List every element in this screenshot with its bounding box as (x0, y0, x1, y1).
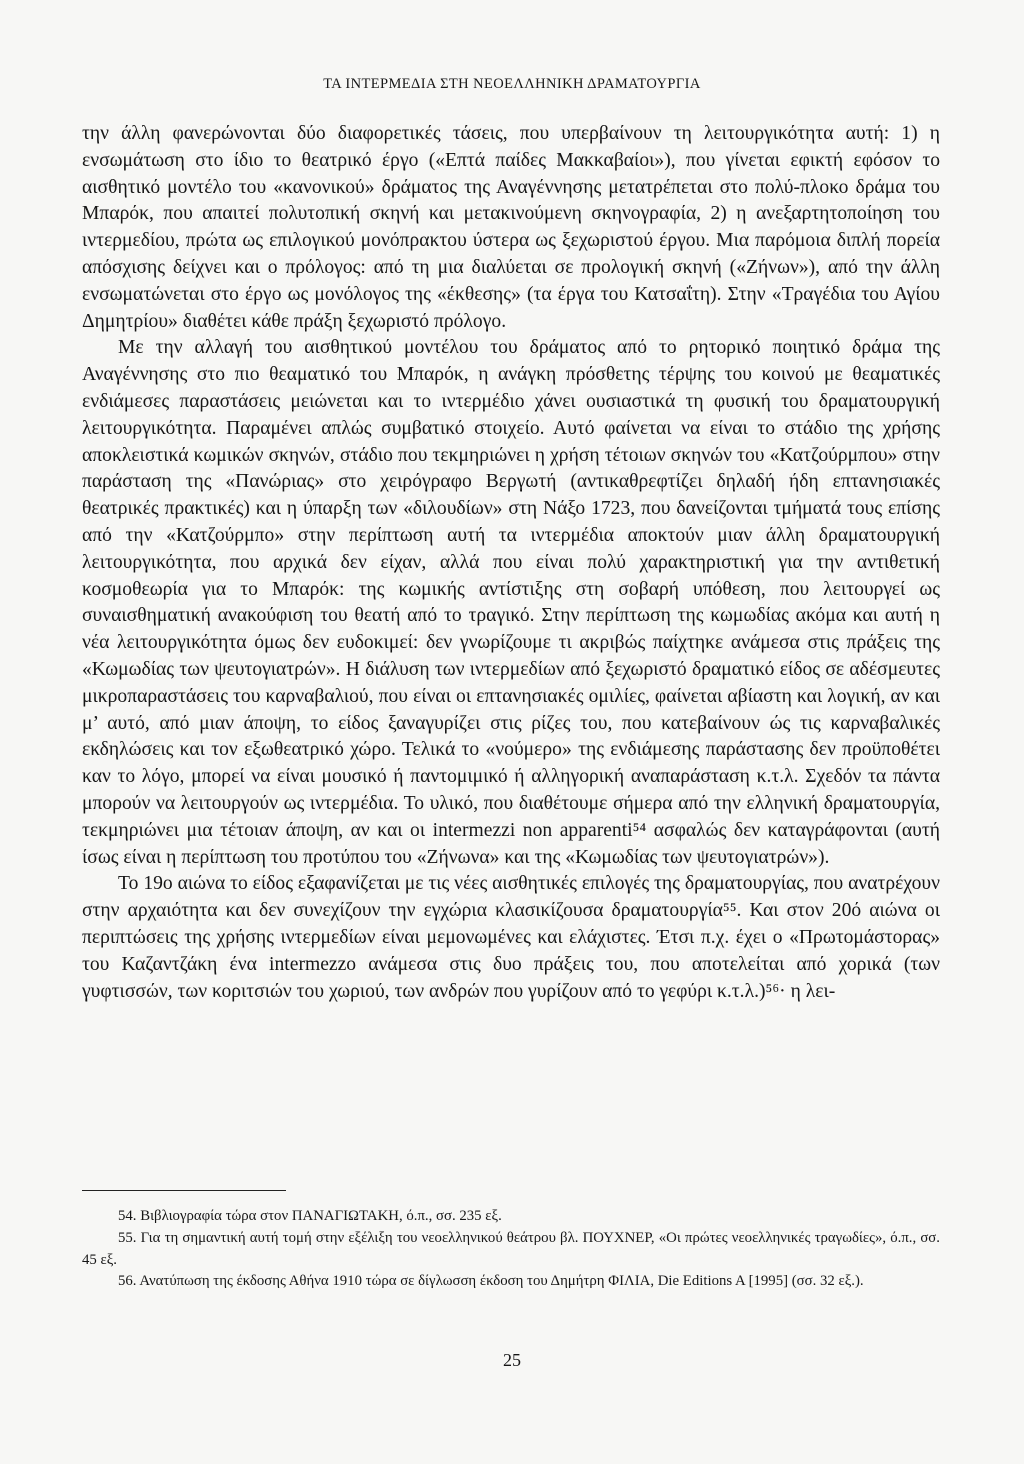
paragraph-2: Με την αλλαγή του αισθητικού μοντέλου του δράματος από το ρητορικό ποιητικό δράμα της Αναγέννησης στο πιο θεαματικό του Μπαρόκ, η ανάγκη πρόσθετης τέρψης του κοινού με θεαματικές ενδιάμεσες παραστάσεις μειώνεται και το ιντερμέδιο χάνει ουσιαστικά τη φυσική του δραματουργική λειτουργικότητα. Παραμένει απλώς συμβατικό στοιχείο. Αυτό φαίνεται να είναι το στάδιο της χρήσης αποκλειστικά κωμικών σκηνών, στάδιο που τεκμηριώνει η χρήση τέτοιων σκηνών του «Κατζούρμπου» στην παράσταση της «Πανώριας» στο χειρόγραφο Βεργωτή (αντικαθρεφτίζει δηλαδή ήδη επτανησιακές θεατρικές πρακτικές) και η ύπαρξη των «διλουδίων» στη Νάξο 1723, που δανείζονται τμήματά τους επίσης από την «Κατζούρμπο» στην περίπτωση αυτή τα ιντερμέδια αποκτούν μιαν άλλη δραματουργική λειτουργικότητα, που αρχικά δεν είχαν, αλλά που είναι πολύ χαρακτηριστική για την αντιθετική κοσμοθεωρία για το Μπαρόκ: της κωμικής αντίστιξης στη σοβαρή υπόθεση, που λειτουργεί ως συναισθηματική ανακούφιση του θεατή από το τραγικό. Στην περίπτωση της κωμωδίας ακόμα και αυτή η νέα λειτουργικότητα όμως δεν ευδοκιμεί: δεν γνωρίζουμε τι ακριβώς παίχτηκε ανάμεσα στις πράξεις της «Κωμωδίας των ψευτογιατρών». Η διάλυση των ιντερμεδίων από ξεχωριστό δραματικό είδος σε αδέσμευτες μικροπαραστάσεις του καρναβαλιού, που είναι οι επτανησιακές ομιλίες, φαίνεται αβίαστη και λογική, αν και μ’ αυτό, από μιαν άποψη, το είδος ξαναγυρίζει στις ρίζες του, που κατεβαίνουν ώς τις καρναβαλικές εκδηλώσεις και τον εξωθεατρικό χώρο. Τελικά το «νούμερο» της ενδιάμεσης παράστασης δεν προϋποθέτει καν το λόγο, μπορεί να είναι μουσικό ή παντομιμικό ή αλληγορική αναπαράσταση κ.τ.λ. Σχεδόν τα πάντα μπορούν να λειτουργούν ως ιντερμέδια. Το υλικό, που διαθέτουμε σήμερα από την ελληνική δραματουργία, τεκμηριώνει μια τέτοιαν άποψη, αν και οι intermezzi non apparenti⁵⁴ ασφαλώς δεν καταγράφονται (αυτή ίσως είναι η περίπτωση του προτύπου του «Ζήνωνα» και της «Κωμωδίας των ψευτογιατρών»). (82, 337, 940, 868)
running-header: ΤΑ ΙΝΤΕΡΜΕΔΙΑ ΣΤΗ ΝΕΟΕΛΛΗΝΙΚΗ ΔΡΑΜΑΤΟΥΡΓΙΑ (323, 76, 701, 92)
footnotes (82, 1206, 940, 1293)
footnote-54: 54. Βιβλιογραφία τώρα στον ΠΑΝΑΓΙΩΤΑΚΗ, ό.π., σσ. 235 εξ. (118, 1208, 502, 1224)
footnote-55: 55. Για τη σημαντική αυτή τομή στην εξέλιξη του νεοελληνικού θεάτρου βλ. ΠΟΥΧΝΕΡ, «Οι πρώτες νεοελληνικές τραγωδίες», ό.π., σσ. 45 εξ. (82, 1229, 940, 1268)
paragraph-3: Το 19ο αιώνα το είδος εξαφανίζεται με τις νέες αισθητικές επιλογές της δραματουργίας, που ανατρέχουν στην αρχαιότητα και δεν συνεχίζουν την εγχώρια κλασικίζουσα δραματουργία⁵⁵. Και στον 20ό αιώνα οι περιπτώσεις της χρήσης ιντερμεδίων είναι μεμονωμένες και ελάχιστες. Έτσι π.χ. έχει ο «Πρωτομάστορας» του Καζαντζάκη ένα intermezzo ανάμεσα στις δυο πράξεις του, που αποτελείται από χορικά (των γυφτισσών, των κοριτσιών του χωριού, των ανδρών που γυρίζουν από το γεφύρι κ.τ.λ.)⁵⁶· η λει- (82, 873, 940, 1002)
paragraph-1: την άλλη φανερώνονται δύο διαφορετικές τάσεις, που υπερβαίνουν τη λειτουργικότητα αυτή: 1) η ενσωμάτωση στο ίδιο το θεατρικό έργο («Επτά παίδες Μακκαβαίοι»), που γίνεται εφικτή εφόσον το αισθητικό μοντέλο του «κανονικού» δράματος της Αναγέννησης μετατρέπεται στο πολύ-πλοκο δράμα του Μπαρόκ, που απαιτεί πολυτοπική σκηνή και μετακινούμενη σκηνογραφία, 2) η ανεξαρτητοποίηση του ιντερμεδίου, πρώτα ως επιλογικού μονόπρακτου ύστερα ως ξεχωριστού έργου. Μια παρόμοια διπλή πορεία απόσχισης δείχνει και ο πρόλογος: από τη μια διαλύεται σε προλογική σκηνή («Ζήνων»), από την άλλη ενσωματώνεται στο έργο ως μονόλογος της «έκθεσης» (τα έργα του Κατσαΐτη). Στην «Τραγέδια του Αγίου Δημητρίου» διαθέτει κάθε πράξη ξεχωριστό πρόλογο. (82, 123, 940, 332)
footnote-divider (82, 1190, 286, 1191)
footnote-56: 56. Ανατύπωση της έκδοσης Αθήνα 1910 τώρα σε δίγλωσση έκδοση του Δημήτρη ΦΙΛΙΑ, Die Editions A [1995] (σσ. 32 εξ.). (118, 1273, 864, 1290)
page-number: 25 (503, 1350, 521, 1370)
main-text (82, 121, 940, 1005)
